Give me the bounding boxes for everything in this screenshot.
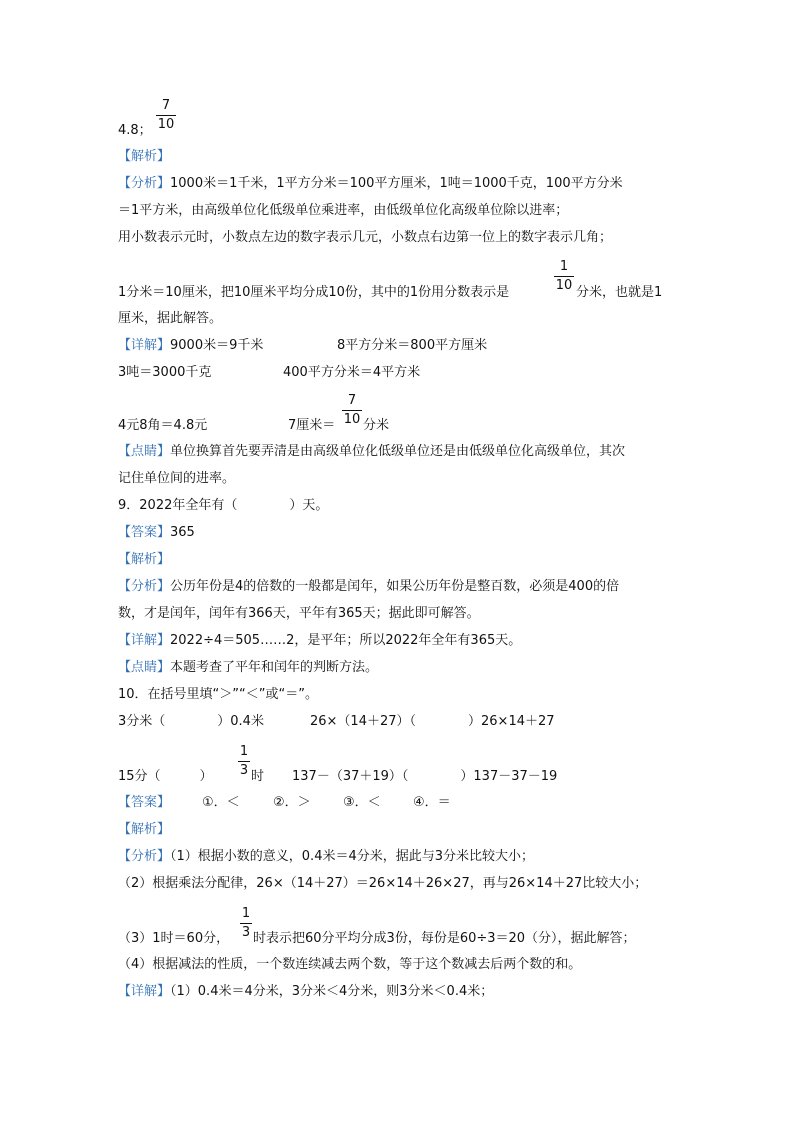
text-line: 时 <box>251 769 265 784</box>
text-line: 137－（37＋19）（ ）137－37－19 <box>292 769 558 784</box>
jiexi-tag: 【解析】 <box>118 552 171 567</box>
fraction: 7 10 <box>343 393 361 427</box>
text-line: 3吨＝3000千克 <box>118 365 212 380</box>
text-line: （4）根据减法的性质，一个数连续减去两个数，等于这个数减去后两个数的和。 <box>118 957 582 972</box>
text-line: 数，才是闰年，闰年有366天，平年有365天；据此即可解答。 <box>118 606 480 621</box>
xiangjie-line: 【详解】9000米＝9千米 <box>118 338 264 353</box>
text-line: 400平方分米＝4平方米 <box>283 365 421 380</box>
text-line: （2）根据乘法分配律，26×（14＋27）＝26×14＋26×27，再与26×14＋27比较大小； <box>118 876 648 891</box>
text-line: （3）1时＝60分， <box>118 931 230 946</box>
dianjing-line: 【点睛】本题考查了平年和闰年的判断方法。 <box>118 660 379 675</box>
text-line: 1分米＝10厘米，把10厘米平均分成10份，其中的1份用分数表示是 <box>118 285 510 300</box>
answer-1: ①．＜ <box>202 795 240 810</box>
text-line: 用小数表示元时，小数点左边的数字表示几元，小数点右边第一位上的数字表示几角； <box>118 230 613 245</box>
text-line: 3分米（ ）0.4米 <box>118 714 264 729</box>
dianjing-line: 【点睛】单位换算首先要弄清是由高级单位化低级单位还是由低级单位化高级单位，其次 <box>118 444 626 459</box>
answer-line: 4.8； <box>118 123 152 138</box>
fenxi-line: 【分析】（1）根据小数的意义，0.4米＝4分米，据此与3分米比较大小； <box>118 849 535 864</box>
text-line: 厘米，据此解答。 <box>118 311 223 326</box>
answer-line: 【答案】 <box>118 795 171 810</box>
text-line: ＝1平方米，由高级单位化低级单位乘进率，由低级单位化高级单位除以进率； <box>118 203 569 218</box>
answer-3: ③．＜ <box>343 795 381 810</box>
question-10: 10．在括号里填“＞”“＜”或“＝”。 <box>118 687 318 702</box>
text-line: 时表示把60分平均分成3份，每份是60÷3＝20（分），据此解答； <box>253 931 636 946</box>
fraction: 1 10 <box>555 259 573 293</box>
text-line: 记住单位间的进率。 <box>118 471 236 486</box>
fraction: 7 10 <box>157 98 175 132</box>
fenxi-line: 【分析】公历年份是4的倍数的一般都是闰年，如果公历年份是整百数，必须是400的倍 <box>118 579 620 594</box>
text-line: 15分（ ） <box>118 769 213 784</box>
jiexi-tag: 【解析】 <box>118 149 171 164</box>
jiexi-tag: 【解析】 <box>118 822 171 837</box>
text-line: 7厘米＝ <box>288 418 336 433</box>
text-line: 分米 <box>363 418 390 433</box>
text-line: 4元8角＝4.8元 <box>118 418 208 433</box>
text-line: 分米，也就是1 <box>576 285 663 300</box>
text-line: 8平方分米＝800平方厘米 <box>337 338 488 353</box>
fenxi-line: 【分析】1000米＝1千米，1平方分米＝100平方厘米，1吨＝1000千克，100平方分米 <box>118 176 623 191</box>
answer-2: ②．＞ <box>273 795 311 810</box>
fraction: 1 3 <box>241 906 251 940</box>
text-line: 26×（14＋27）（ ）26×14＋27 <box>310 714 555 729</box>
xiangjie-line: 【详解】（1）0.4米＝4分米，3分米＜4分米，则3分米＜0.4米； <box>118 984 494 999</box>
question-9: 9．2022年全年有（ ）天。 <box>118 498 329 513</box>
answer-4: ④．＝ <box>413 795 451 810</box>
answer-line: 【答案】365 <box>118 525 195 540</box>
xiangjie-line: 【详解】2022÷4＝505……2，是平年；所以2022年全年有365天。 <box>118 633 522 648</box>
fraction: 1 3 <box>239 744 249 778</box>
